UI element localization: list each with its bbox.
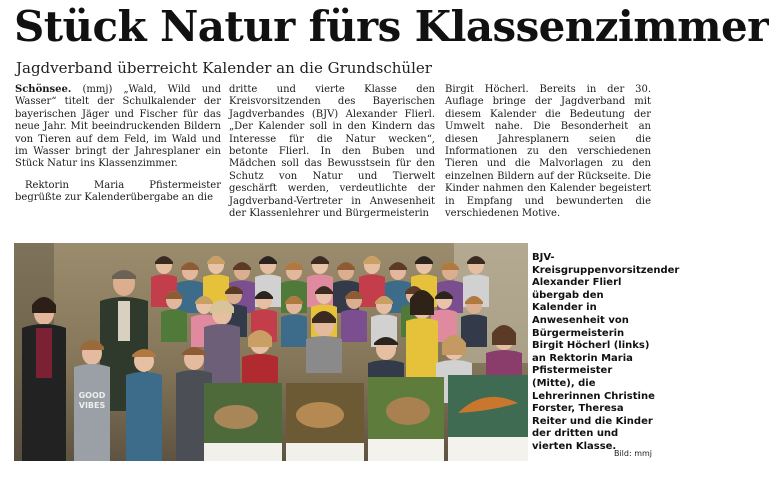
article-column-2 bbox=[229, 84, 435, 220]
photo-credit: Bild: mmj bbox=[613, 449, 652, 458]
calendar-1 bbox=[204, 383, 282, 461]
headline: Stück Natur fürs Klassenzimmer bbox=[14, 2, 769, 51]
group-photo-illustration bbox=[14, 243, 528, 461]
calendar-3 bbox=[368, 377, 444, 461]
paragraph-text: (mmj) „Wald, Wild und Wasser“ titelt der Schulkalender der bayerischen Jäger und Fischer für das neue Jahr. Mit beeindruckenden Bildern von Tieren auf dem Feld, im Wald und im Wasser bringt der Jahresplaner ein Stück Natur ins Klassenzimmer. bbox=[15, 84, 221, 170]
dateline: Schönsee. bbox=[15, 84, 72, 95]
shirt-text-bottom: VIBES bbox=[78, 401, 106, 410]
subheadline: Jagdverband überreicht Kalender an die Grundschüler bbox=[16, 59, 432, 77]
paragraph bbox=[15, 84, 221, 171]
paragraph: Birgit Höcherl. Bereits in der 30. Auflage bringe der Jagdverband mit diesem Kalender die Bedeutung der Umwelt nahe. Die Besonderheit an diesen Jahresplanern seien die Informationen zu den verschiedenen Tieren und die Malvorlagen zu den einzelnen Bildern auf der Rückseite. Die Kinder nahmen den Kalender begeistert in Empfang und bewunderten die verschiedenen Motive. bbox=[445, 84, 651, 220]
paragraph: dritte und vierte Klasse den Kreisvorsitzenden des Bayerischen Jagdverbandes (BJV) Alexander Flierl. „Der Kalender soll in den Kindern das Interesse für die Natur wecken“, betonte Flierl. In den Buben und Mädchen soll das Bewusstsein für den Schutz von Natur und Tierwelt geschärft werden, verdeutlichte der Jagdverband-Vertreter in Anwesenheit der Klassenlehrer und Bürgermeisterin bbox=[229, 84, 435, 220]
calendar-4 bbox=[448, 375, 528, 461]
group-photo bbox=[14, 243, 528, 461]
article-column-3 bbox=[445, 84, 651, 220]
calendar-2 bbox=[286, 383, 364, 461]
paragraph: Rektorin Maria Pfistermeister begrüßte zur Kalenderübergabe an die bbox=[15, 179, 221, 204]
article-column-1 bbox=[15, 84, 221, 205]
shirt-text-top: GOOD bbox=[78, 391, 106, 400]
photo-caption: BJV-Kreisgruppenvorsitzender Alexander Flierl übergab den Kalender in Anwesenheit von Bürgermeisterin Birgit Höcherl (links) an Rektorin Maria Pfistermeister (Mitte), die Lehrerinnen Christine Forster, Theresa Reiter und die Kinder der dritten und vierten Klasse. bbox=[532, 252, 680, 452]
